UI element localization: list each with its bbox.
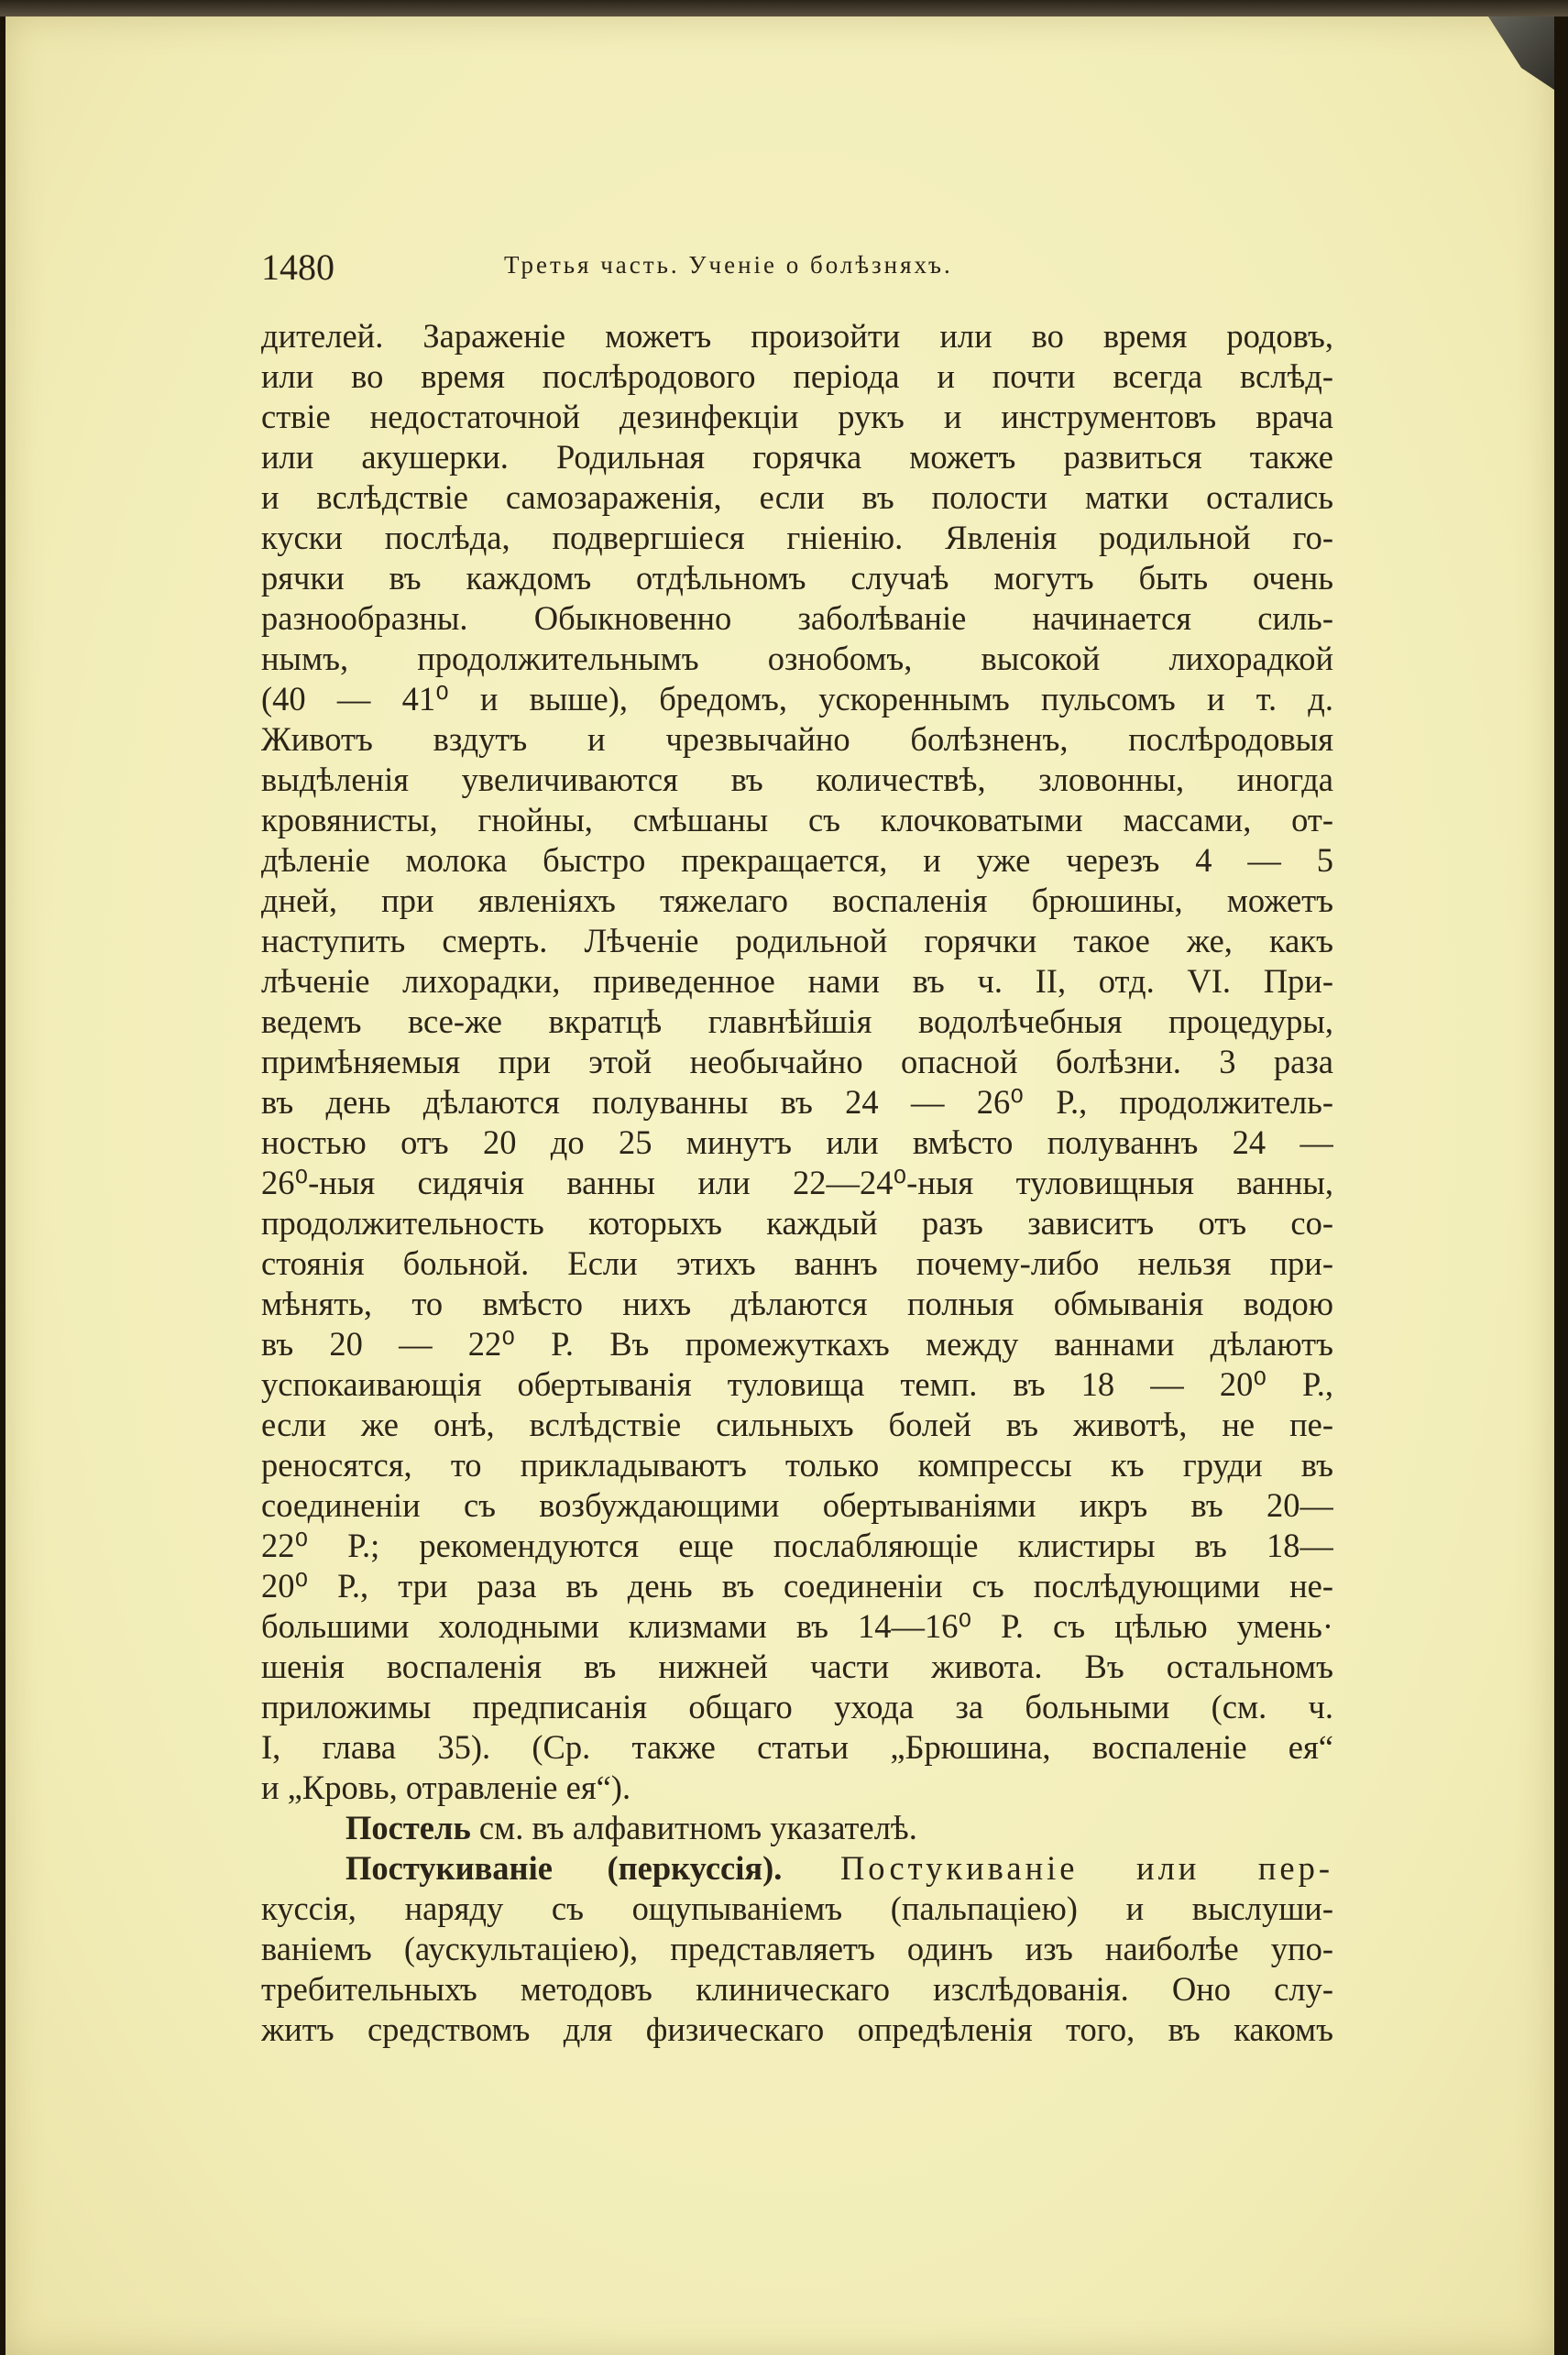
- text-line: требительныхъ методовъ клиническаго изслѣдованія. Оно слу-: [261, 1970, 1333, 2008]
- text-line: I, глава 35). (Ср. также статьи „Брюшина, воспаленіе ея“: [261, 1728, 1333, 1766]
- body-text: [261, 316, 1333, 2050]
- text-line: нымъ, продолжительнымъ ознобомъ, высокой лихорадкой: [261, 640, 1333, 677]
- text-line: приложимы предписанія общаго ухода за больными (см. ч.: [261, 1688, 1333, 1725]
- text-line: разнообразны. Обыкновенно заболѣваніе начинается силь-: [261, 599, 1333, 637]
- text-line: успокаивающія обертыванія туловища темп. въ 18 — 20⁰ Р.,: [261, 1365, 1333, 1403]
- running-title: Третья часть. Ученіе о болѣзняхъ.: [504, 251, 953, 279]
- text-line: продолжительность которыхъ каждый разъ зависитъ отъ со-: [261, 1204, 1333, 1242]
- entry-term: Постель: [345, 1809, 471, 1846]
- text-line: дней, при явленіяхъ тяжелаго воспаленія брюшины, можетъ: [261, 882, 1333, 919]
- text-line: въ день дѣлаются полуванны въ 24 — 26⁰ Р., продолжитель-: [261, 1083, 1333, 1121]
- text-line: куссія, наряду съ ощупываніемъ (пальпаціею) и выслуши-: [261, 1889, 1333, 1927]
- text-line: большими холодными клизмами въ 14—16⁰ Р. съ цѣлью умень·: [261, 1607, 1333, 1645]
- entry-postel: [261, 1808, 1333, 1848]
- text-line: соединеніи съ возбуждающими обертываніями икръ въ 20—: [261, 1486, 1333, 1524]
- text-line: житъ средствомъ для физическаго опредѣленія того, въ какомъ: [261, 2010, 1333, 2048]
- text-line: ностью отъ 20 до 25 минутъ или вмѣсто полуваннъ 24 —: [261, 1123, 1333, 1161]
- text-line: 22⁰ Р.; рекомендуются еще послабляющіе клистиры въ 18—: [261, 1527, 1333, 1564]
- text-line: лѣченіе лихорадки, приведенное нами въ ч. II, отд. VI. При-: [261, 962, 1333, 1000]
- text-line: шенія воспаленія въ нижней части живота. Въ остальномъ: [261, 1648, 1333, 1685]
- text-line: Животъ вздутъ и чрезвычайно болѣзненъ, послѣродовыя: [261, 720, 1333, 758]
- entry-term: Постукиваніе (перкуссія).: [345, 1849, 783, 1887]
- entry-text: см. въ алфавитномъ указателѣ.: [470, 1809, 917, 1846]
- text-line: кровянисты, гнойны, смѣшаны съ клочковатыми массами, от-: [261, 801, 1333, 838]
- text-line: стоянія больной. Если этихъ ваннъ почему-либо нельзя при-: [261, 1244, 1333, 1282]
- text-line: 26⁰-ныя сидячія ванны или 22—24⁰-ныя туловищныя ванны,: [261, 1164, 1333, 1201]
- text-line: ваніемъ (аускультаціею), представляетъ одинъ изъ наиболѣе упо-: [261, 1930, 1333, 1967]
- text-line: 20⁰ Р., три раза въ день въ соединеніи съ послѣдующими не-: [261, 1567, 1333, 1605]
- book-top-edge: [0, 0, 1568, 16]
- text-line: наступить смерть. Лѣченіе родильной горячки такое же, какъ: [261, 922, 1333, 959]
- text-line: ведемъ все-же вкратцѣ главнѣйшія водолѣчебныя процедуры,: [261, 1002, 1333, 1040]
- text-line: если же онѣ, вслѣдствіе сильныхъ болей въ животѣ, не пе-: [261, 1406, 1333, 1443]
- running-head: [261, 246, 1343, 291]
- text-line: реносятся, то прикладываютъ только компрессы къ груди въ: [261, 1446, 1333, 1484]
- text-line: дѣленіе молока быстро прекращается, и уже черезъ 4 — 5: [261, 841, 1333, 879]
- text-line: или акушерки. Родильная горячка можетъ развиться также: [261, 438, 1333, 476]
- text-line: въ 20 — 22⁰ Р. Въ промежуткахъ между ваннами дѣлаютъ: [261, 1325, 1333, 1363]
- text-line: примѣняемыя при этой необычайно опасной болѣзни. 3 раза: [261, 1043, 1333, 1080]
- text-line: выдѣленія увеличиваются въ количествѣ, зловонны, иногда: [261, 761, 1333, 798]
- text-line: рячки въ каждомъ отдѣльномъ случаѣ могутъ быть очень: [261, 559, 1333, 597]
- text-line: (40 — 41⁰ и выше), бредомъ, ускореннымъ пульсомъ и т. д.: [261, 680, 1333, 717]
- page-corner-clip: [1472, 16, 1554, 90]
- entry-text-spaced: Постукиваніе или пер-: [782, 1849, 1333, 1887]
- text-line: дителей. Зараженіе можетъ произойти или во время родовъ,: [261, 317, 1333, 355]
- text-line: и „Кровь, отравленіе ея“).: [261, 1769, 631, 1806]
- text-line: мѣнять, то вмѣсто нихъ дѣлаются полныя обмыванія водою: [261, 1285, 1333, 1322]
- text-line: ствіе недостаточной дезинфекціи рукъ и инструментовъ врача: [261, 398, 1333, 435]
- text-line: куски послѣда, подвергшіеся гніенію. Явленія родильной го-: [261, 519, 1333, 556]
- page-number: 1480: [261, 246, 334, 288]
- text-line: или во время послѣродового періода и почти всегда вслѣд-: [261, 357, 1333, 395]
- entry-postukivanie: [261, 1848, 1333, 1889]
- text-line: и вслѣдствіе самозараженія, если въ полости матки остались: [261, 478, 1333, 516]
